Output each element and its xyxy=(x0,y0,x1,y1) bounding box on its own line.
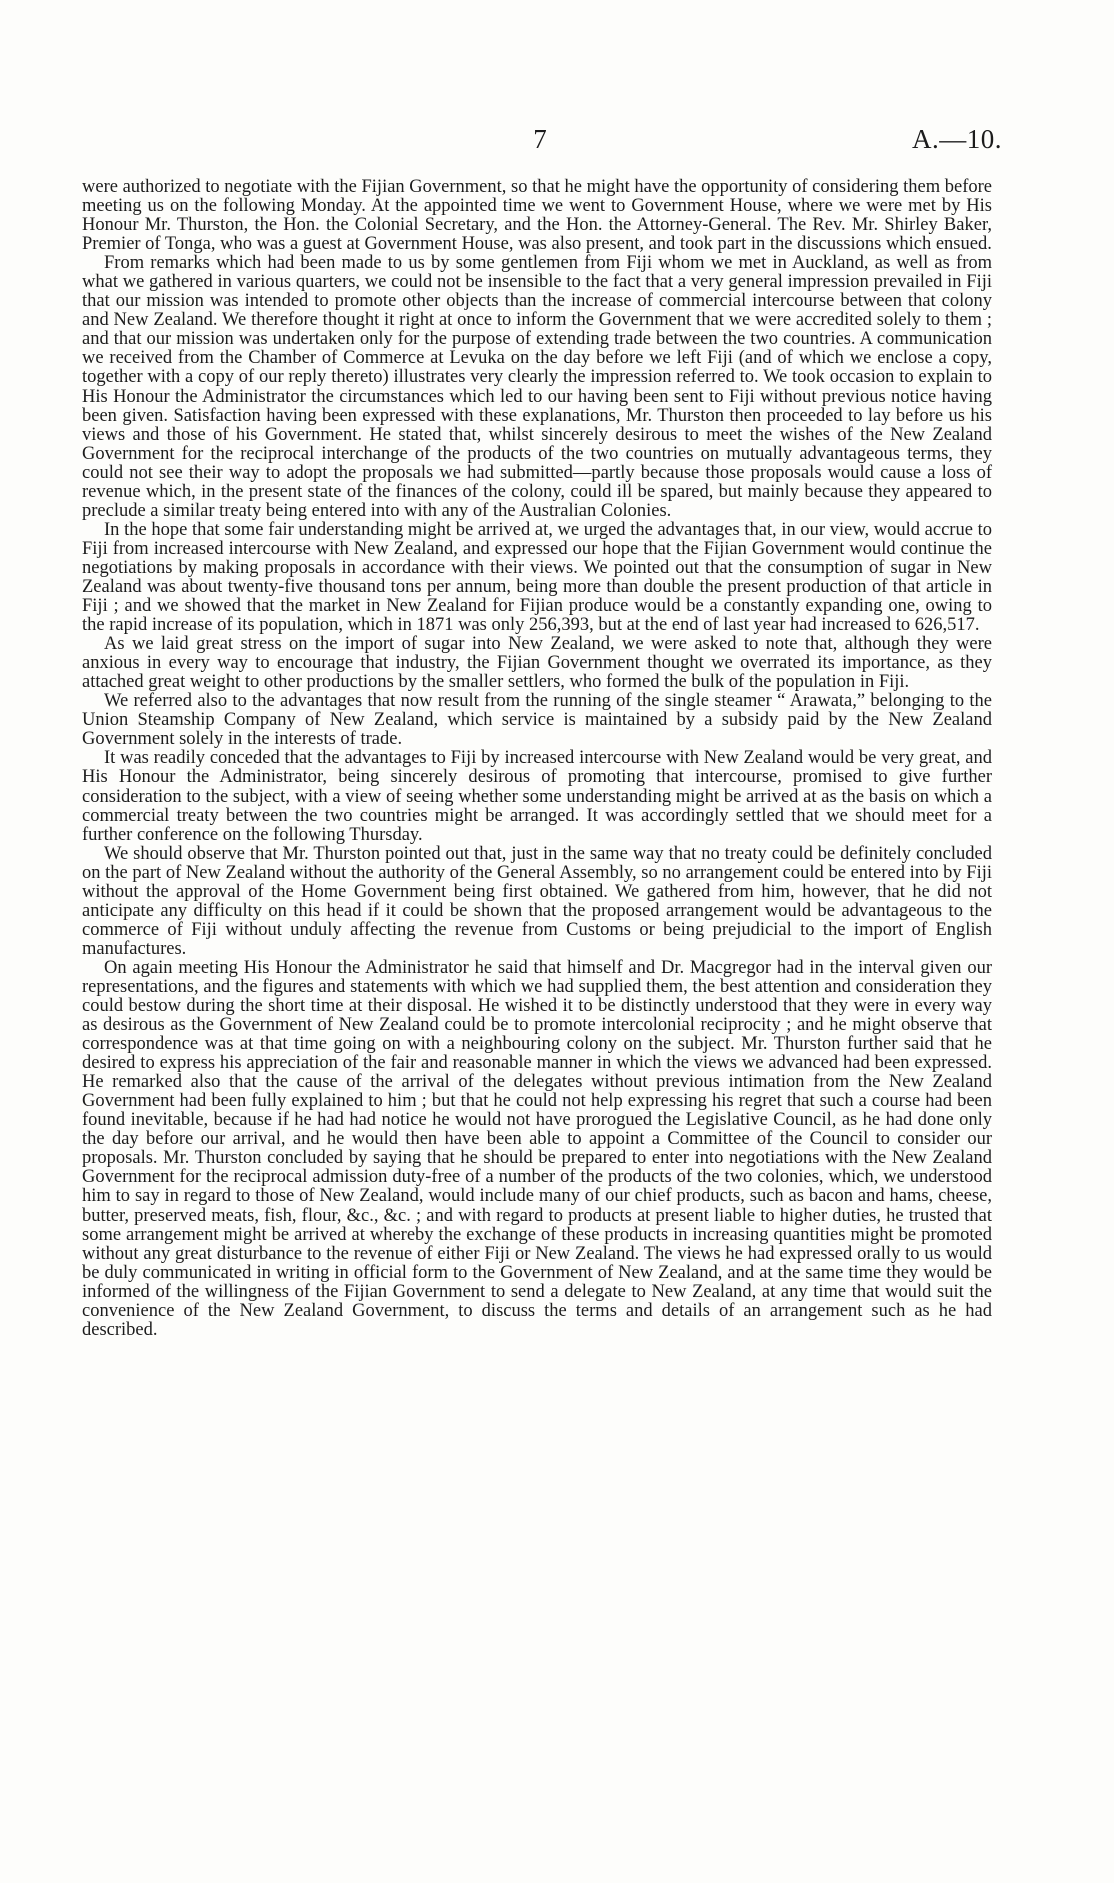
paragraph-sugar-import: As we laid great stress on the import of sugar into New Zealand, we were asked to note that, although they were anxious in every way to encourage that industry, the Fijian Government thought we overrated its importance, as they attached great weight to other productions by the smaller settlers, who formed the bulk of the population in Fiji. xyxy=(82,634,992,693)
paragraph-fair-understanding: In the hope that some fair understanding might be arrived at, we urged the advantages that, in our view, would accrue to Fiji from increased intercourse with New Zealand, and expressed our hope that the Fijian Government would continue the negotiations by making proposals in accordance with their views. We pointed out that the consumption of sugar in New Zealand was about twenty-five thousand tons per annum, being more than double the present production of that article in Fiji ; and we showed that the market in New Zealand for Fijian produce would be a constantly expanding one, owing to the rapid increase of its population, which in 1871 was only 256,393, but at the end of last year had increased to 626,517. xyxy=(82,519,992,636)
body-text xyxy=(82,178,992,1340)
paragraph-administrator-meeting: On again meeting His Honour the Administrator he said that himself and Dr. Macgregor had in the interval given our representations, and the figures and statements with which we had supplied them, the best attention and consideration they could bestow during the short time at their disposal. He wished it to be distinctly understood that they were in every way as desirous as the Government of New Zealand could be to promote intercolonial reciprocity ; and he might observe that correspondence was at that time going on with a neighbouring colony on the subject. Mr. Thurston further said that he desired to express his appreciation of the fair and reasonable manner in which the views we advanced had been expressed. He remarked also that the cause of the arrival of the delegates without previous intimation from the New Zealand Government had been fully explained to him ; but that he could not help expressing his regret that such a course had been found inevitable, because if he had had notice he would not have prorogued the Legislative Council, as he had done only the day before our arrival, and he would then have been able to appoint a Committee of the Council to consider our proposals. Mr. Thurston concluded by saying that he should be prepared to enter into negotiations with the New Zealand Government for the reciprocal admission duty-free of a number of the products of the two colonies, which, we understood him to say in regard to those of New Zealand, would include many of our chief products, such as bacon and hams, cheese, butter, preserved meats, fish, flour, &c., &c. ; and with regard to products at present liable to higher duties, he trusted that some arrangement might be arrived at whereby the exchange of these products in increasing quantities might be promoted without any great disturbance to the revenue of either Fiji or New Zealand. The views he had expressed orally to us would be duly communicated in writing in official form to the Government of New Zealand, and at the same time they would be informed of the willingness of the Fijian Government to send a delegate to New Zealand, at any time that would suit the convenience of the New Zealand Government, to discuss the terms and details of an arrangement such as he had described. xyxy=(82,957,992,1340)
paragraph-impression-in-fiji: From remarks which had been made to us by some gentlemen from Fiji whom we met in Auckland, as well as from what we gathered in various quarters, we could not be insensible to the fact that a very general impression prevailed in Fiji that our mission was intended to promote other objects than the increase of commercial intercourse between that colony and New Zealand. We therefore thought it right at once to inform the Government that we were accredited solely to them ; and that our mission was undertaken only for the purpose of extending trade between the two countries. A communication we received from the Chamber of Commerce at Levuka on the day before we left Fiji (and of which we enclose a copy, together with a copy of our reply thereto) illustrates very clearly the impression referred to. We took occasion to explain to His Honour the Administrator the circumstances which led to our having been sent to Fiji without previous notice having been given. Satisfaction having been expressed with these explanations, Mr. Thurston then proceeded to lay before us his views and those of his Government. He stated that, whilst sincerely desirous to meet the wishes of the New Zealand Government for the reciprocal interchange of the products of the two countries on mutually advantageous terms, they could not see their way to adopt the proposals we had submitted—partly because those proposals would cause a loss of revenue which, in the present state of the finances of the colony, could ill be spared, but mainly because they appeared to preclude a similar treaty being entered into with any of the Australian Colonies. xyxy=(82,253,992,521)
paragraph-advantages-conceded: It was readily conceded that the advantages to Fiji by increased intercourse with New Zealand would be very great, and His Honour the Administrator, being sincerely desirous of promoting that intercourse, promised to give further consideration to the subject, with a view of seeing whether some understanding might be arrived at as the basis on which a commercial treaty between the two countries might be arranged. It was accordingly settled that we should meet for a further conference on the following Thursday. xyxy=(82,748,992,845)
paper-reference: A.—10. xyxy=(912,124,1002,154)
page-number: 7 xyxy=(533,124,547,154)
paragraph-continuation: were authorized to negotiate with the Fijian Government, so that he might have the opportunity of considering them before meeting us on the following Monday. At the appointed time we went to Government House, where we were met by His Honour Mr. Thurston, the Hon. the Colonial Secretary, and the Hon. the Attorney-General. The Rev. Mr. Shirley Baker, Premier of Tonga, who was a guest at Government House, was also present, and took part in the discussions which ensued. xyxy=(82,177,992,255)
paragraph-home-government-approval: We should observe that Mr. Thurston pointed out that, just in the same way that no treaty could be definitely concluded on the part of New Zealand without the authority of the General Assembly, so no arrangement could be entered into by Fiji without the approval of the Home Government being first obtained. We gathered from him, however, that he did not anticipate any difficulty on this head if it could be shown that the proposed arrangement would be advantageous to the commerce of Fiji without unduly affecting the revenue from Customs or being prejudicial to the import of English manufactures. xyxy=(82,843,992,959)
paragraph-steamer-arawata: We referred also to the advantages that now result from the running of the single steamer “ Arawata,” belonging to the Union Steamship Company of New Zealand, which service is maintained by a subsidy paid by the New Zealand Government solely in the interests of trade. xyxy=(82,691,992,750)
